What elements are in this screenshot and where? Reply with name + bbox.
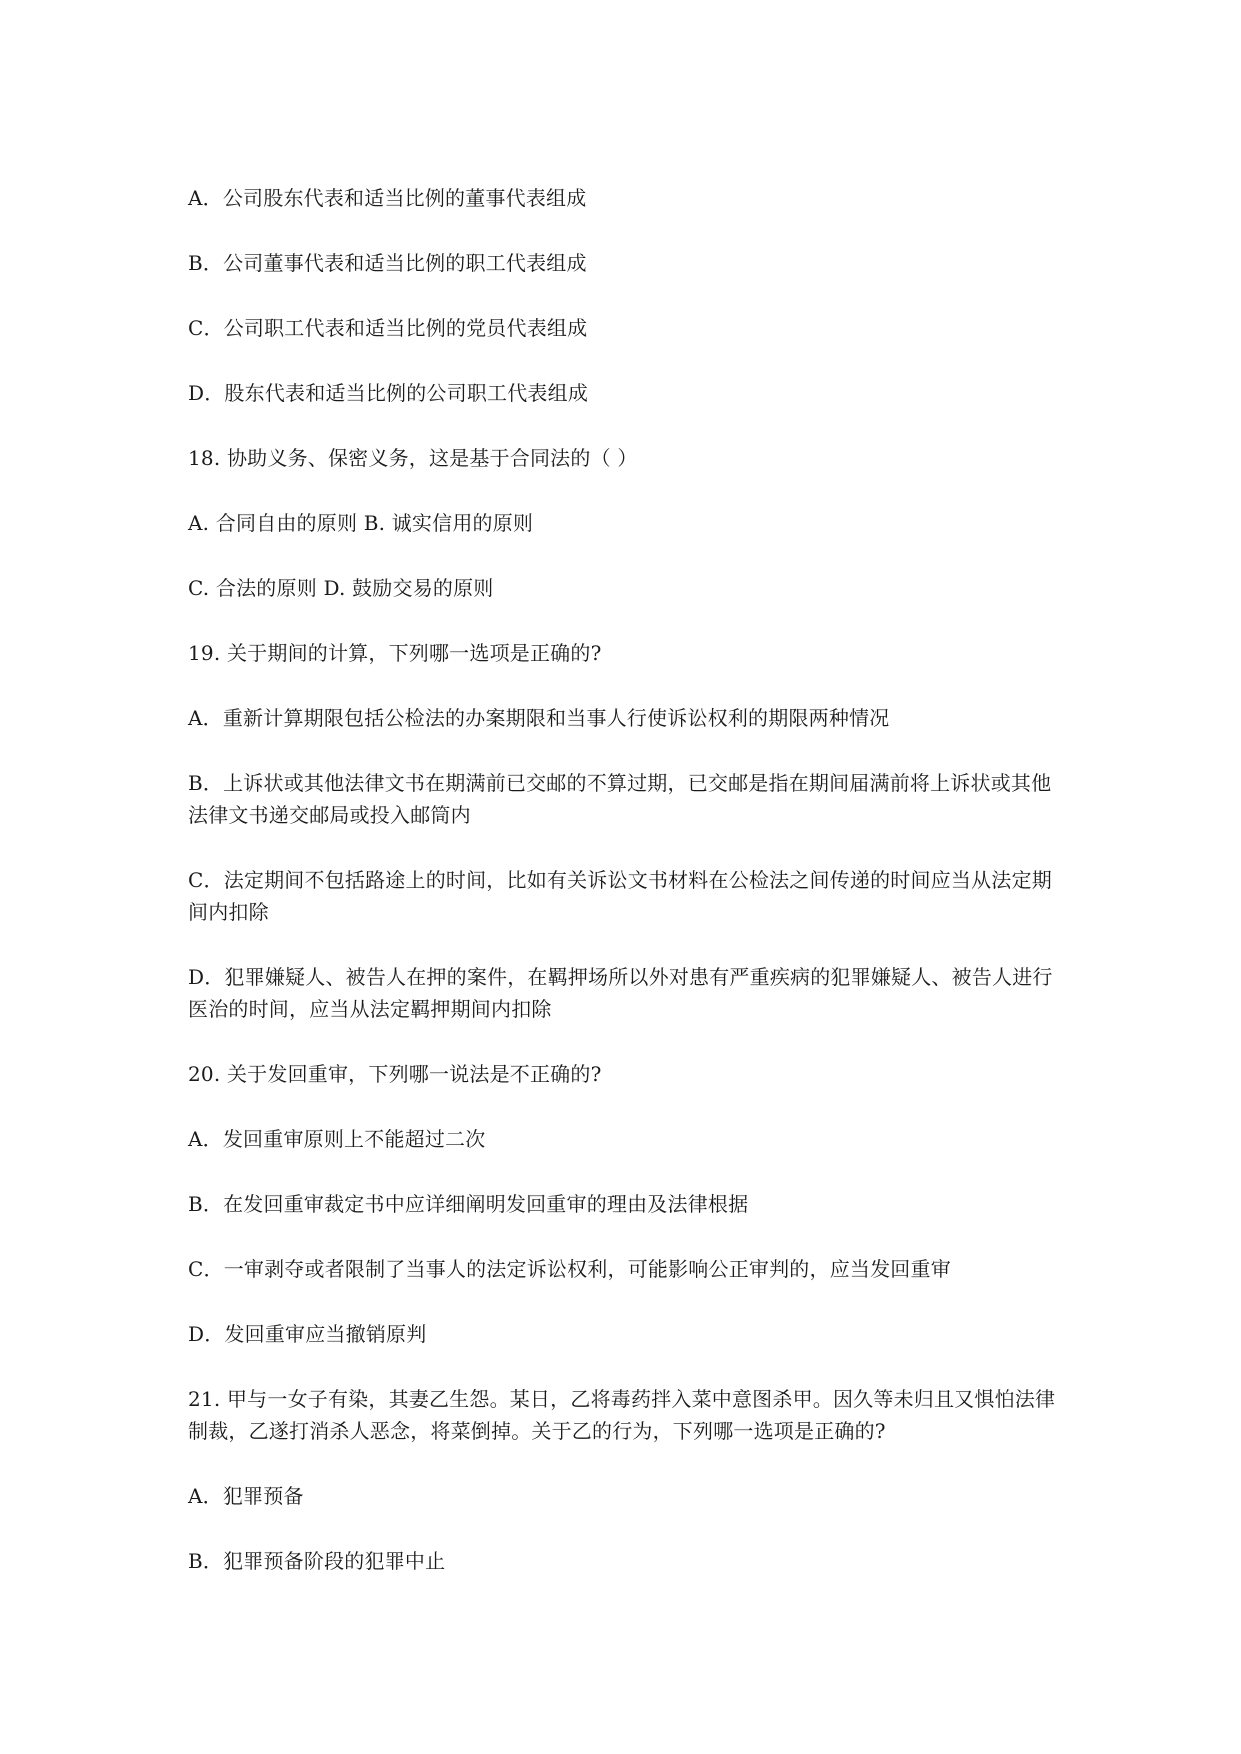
option-c-supervisory-board: C．公司职工代表和适当比例的党员代表组成 [188,316,588,340]
option-d-supervisory-board: D．股东代表和适当比例的公司职工代表组成 [188,381,589,405]
question-21: 21. 甲与一女子有染，其妻乙生怨。某日，乙将毒药拌入菜中意图杀甲。因久等未归且又惧怕法律制裁，乙遂打消杀人恶念，将菜倒掉。关于乙的行为，下列哪一选项是正确的? [188,1387,1056,1443]
question-20-option-a: A．发回重审原则上不能超过二次 [188,1127,486,1151]
option-b-supervisory-board: B．公司董事代表和适当比例的职工代表组成 [188,251,587,275]
question-20-option-d: D．发回重审应当撤销原判 [188,1322,427,1346]
question-19-option-a: A．重新计算期限包括公检法的办案期限和当事人行使诉讼权利的期限两种情况 [188,706,890,730]
question-18: 18. 协助义务、保密义务，这是基于合同法的（ ） [188,446,638,470]
question-21-option-a: A．犯罪预备 [188,1484,304,1508]
question-19: 19. 关于期间的计算，下列哪一选项是正确的? [188,641,602,665]
question-20-option-b: B．在发回重审裁定书中应详细阐明发回重审的理由及法律根据 [188,1192,749,1216]
question-21-option-b: B．犯罪预备阶段的犯罪中止 [188,1549,446,1573]
question-19-option-c: C．法定期间不包括路途上的时间，比如有关诉讼文书材料在公检法之间传递的时间应当从法定期间内扣除 [188,868,1052,924]
question-18-options-ab: A. 合同自由的原则 B. 诚实信用的原则 [188,511,534,535]
question-18-options-cd: C. 合法的原则 D. 鼓励交易的原则 [188,576,494,600]
option-a-supervisory-board: A．公司股东代表和适当比例的董事代表组成 [188,186,587,210]
question-20-option-c: C．一审剥夺或者限制了当事人的法定诉讼权利，可能影响公正审判的，应当发回重审 [188,1257,951,1281]
question-19-option-d: D．犯罪嫌疑人、被告人在押的案件，在羁押场所以外对患有严重疾病的犯罪嫌疑人、被告人进行医治的时间，应当从法定羁押期间内扣除 [188,965,1053,1021]
document-body [188,182,1058,1610]
question-19-option-b: B．上诉状或其他法律文书在期满前已交邮的不算过期，已交邮是指在期间届满前将上诉状或其他法律文书递交邮局或投入邮筒内 [188,771,1052,827]
question-20: 20. 关于发回重审，下列哪一说法是不正确的? [188,1062,602,1086]
